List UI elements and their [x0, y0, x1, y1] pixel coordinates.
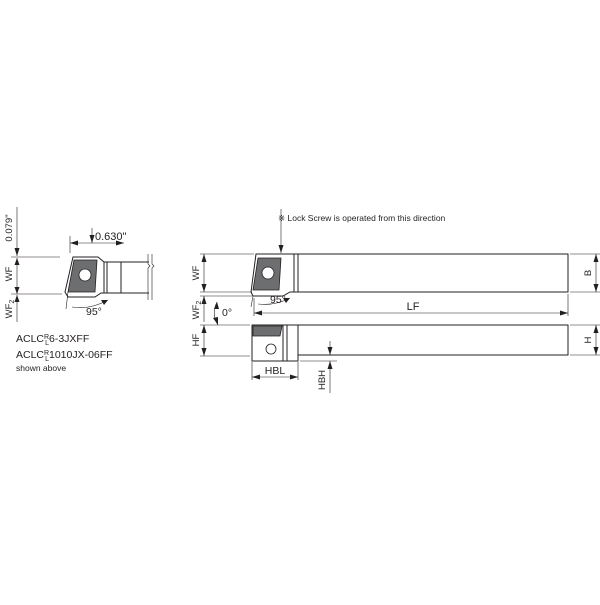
small-holder-view: [4, 207, 154, 373]
small-model-2-prefix: ACLC: [16, 349, 45, 361]
large-angle-95-label: 95°: [270, 294, 286, 306]
small-insert-hole: [79, 269, 91, 281]
large-wf2-label: [191, 301, 203, 320]
large-insert-hole: [262, 267, 274, 279]
small-model-1: [16, 333, 89, 347]
large-side-body: [252, 325, 568, 361]
small-dim-0630-label: 0.630": [95, 231, 127, 243]
large-hbl-label: HBL: [264, 365, 286, 377]
large-holder-view: [191, 209, 600, 393]
small-model-2-suffix: 1010JX-06FF: [48, 349, 113, 361]
small-angle-label: 95°: [86, 306, 102, 318]
small-caption: shown above: [16, 363, 67, 373]
small-wf2-label: [4, 300, 16, 319]
small-wf2-sub: 2: [9, 299, 16, 304]
large-hbh-label: HBH: [317, 369, 328, 391]
small-dim-0079-label: 0.079": [4, 214, 15, 242]
large-lf-label: LF: [406, 301, 420, 313]
lock-screw-note: ※ Lock Screw is operated from this direction: [278, 213, 446, 223]
small-model-1-rl-bottom: L: [45, 340, 49, 347]
large-top-body: [251, 254, 568, 296]
small-model-2-rl-bottom: L: [45, 356, 49, 363]
large-lock-screw: [266, 344, 276, 354]
large-angle-0-label: 0°: [222, 307, 233, 319]
small-model-2-rl: R: [44, 350, 50, 357]
small-model-1-suffix: 6-3JXFF: [48, 333, 90, 345]
small-wf-label: WF: [4, 266, 15, 282]
large-b-label: B: [583, 269, 594, 277]
large-wf2-sub: 2: [196, 300, 203, 305]
large-wf-label: WF: [191, 265, 202, 281]
small-model-1-rl: R: [44, 334, 50, 341]
large-side-insert: [253, 326, 282, 336]
small-model-1-prefix: ACLC: [16, 333, 45, 345]
small-model-2: [16, 349, 113, 363]
small-wf2-main: WF: [4, 303, 15, 319]
large-hf-label: HF: [191, 333, 202, 347]
large-h-label: H: [583, 336, 594, 344]
large-wf2-main: WF: [191, 304, 202, 320]
